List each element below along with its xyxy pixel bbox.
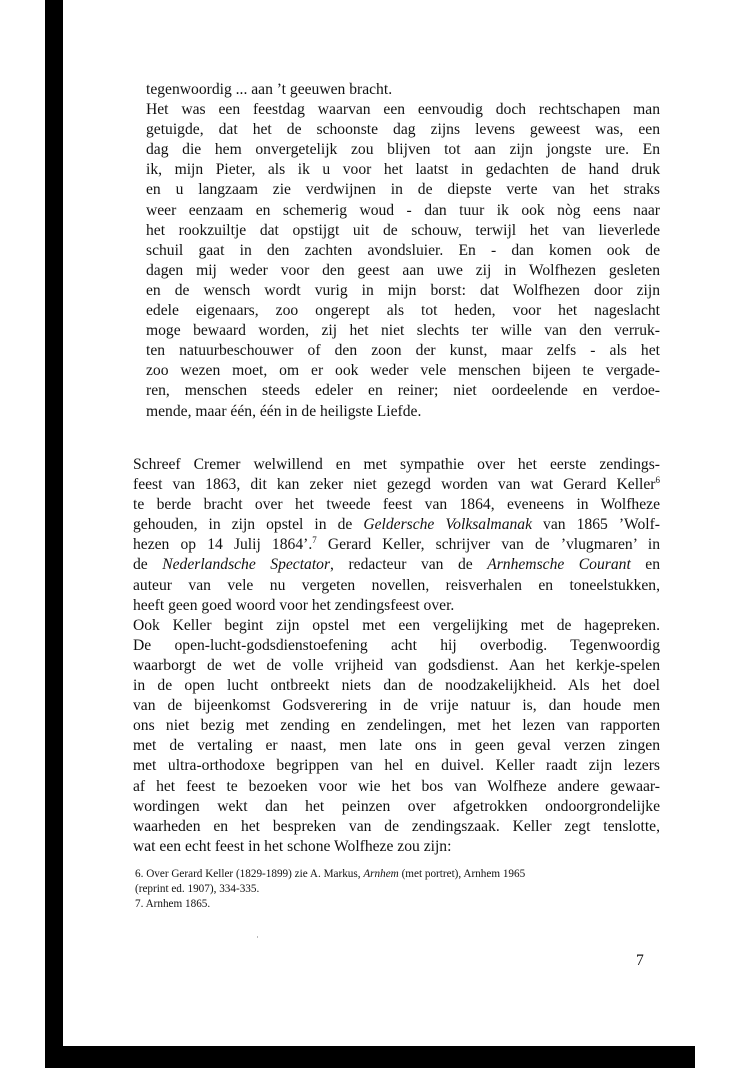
body-line: heeft geen goed woord voor het zendingsfeest over. (133, 596, 455, 614)
body-line-text: de (133, 556, 163, 574)
quote-line: weer eenzaam en schemerig woud - dan tuur ik ook nòg eens naar (146, 201, 660, 219)
quote-line: het rookzuiltje dat opstijgt uit de schouw, terwijl het van lieverlede (146, 221, 660, 239)
footnote-ref: 6 (655, 475, 660, 486)
scan-border-left (45, 0, 63, 1068)
body-line: waarheden en het bespreken van de zendingszaak. Keller zegt tenslotte, (133, 817, 660, 835)
quote-line: edele eigenaars, zoo ongerept als tot heden, voor het nageslacht (146, 302, 660, 320)
body-line: waarborgt de wet de volle vrijheid van godsdienst. Aan het kerkje-spelen (133, 656, 660, 674)
quote-line: tegenwoordig ... aan ’t geeuwen bracht. (146, 81, 393, 98)
scan-border-bottom (45, 1046, 695, 1068)
footnote-title: Arnhem (363, 868, 399, 880)
body-line (133, 475, 660, 495)
body-line-text: feest van 1863, dit kan zeker niet gezegd worden van wat Gerard Keller (133, 476, 656, 494)
footnote-6-continued: (reprint ed. 1907), 334-335. (135, 883, 260, 895)
quote-line: zoo wezen moet, om er ook weder vele menschen bijeen te vergade- (146, 362, 660, 380)
body-line-text: hezen op 14 Julij 1864’. (133, 536, 313, 554)
body-line: auteur van vele nu vergeten novellen, reisverhalen en toneelstukken, (133, 576, 660, 594)
body-line: van de bijeenkomst Godsverering in de vrije natuur is, dan houde men (133, 697, 660, 715)
footnote-text: 6. Over Gerard Keller (1829-1899) zie A. Markus, (135, 868, 364, 880)
body-line: wat een echt feest in het schone Wolfheze zou zijn: (133, 837, 452, 855)
quote-line: en de wensch wordt vurig in mijn borst: dat Wolfhezen door zijn (146, 281, 660, 299)
body-line (133, 535, 660, 555)
body-line: De open-lucht-godsdienstoefening acht hij overbodig. Tegenwoordig (133, 636, 660, 654)
scan-speck (257, 936, 258, 938)
quote-line: ren, menschen steeds edeler en reiner; niet oordeelende en verdoe- (146, 382, 660, 400)
body-line: Ook Keller begint zijn opstel met een vergelijking met de hagepreken. (133, 616, 660, 634)
quote-line: dagen mij weder voor den geest aan uwe zij in Wolfhezen gesleten (146, 261, 660, 279)
block-quote (146, 80, 660, 422)
body-line: ons niet bezig met zending en zendelingen, met het lezen van rapporten (133, 717, 660, 735)
quote-line: dag die hem onvergetelijk zou blijven tot aan zijn jongste ure. En (146, 141, 660, 159)
body-line (133, 515, 660, 535)
quote-line: moge bewaard worden, zij het niet slechts ter wille van den verruk- (146, 322, 660, 340)
footnote-ref: 7 (312, 535, 317, 546)
body-line-text: gehouden, in zijn opstel in de (133, 516, 364, 534)
quote-line: getuigde, dat het de schoonste dag zijns levens geweest was, een (146, 121, 660, 139)
quote-line: Het was een feestdag waarvan een eenvoudig doch rechtschapen man (146, 101, 660, 119)
body-line: Schreef Cremer welwillend en met sympathie over het eerste zendings- (133, 456, 660, 473)
publication-title: Arnhemsche Courant (487, 556, 631, 574)
quote-line: ten natuurbeschouwer of den zoon der kunst, maar zelfs - als het (146, 342, 660, 360)
body-line: wordingen wekt dan het peinzen over afgetrokken ondoorgrondelijke (133, 797, 660, 815)
quote-line: en u langzaam zie verdwijnen in de diepste verte van het straks (146, 181, 660, 199)
footnote-7: 7. Arnhem 1865. (135, 898, 211, 910)
body-line-text: en (630, 556, 661, 574)
publication-title: Nederlandsche Spectator (162, 556, 331, 574)
body-line: in de open lucht ontbreekt niets dan de noodzakelijkheid. Als het doel (133, 677, 660, 695)
footnotes (135, 867, 660, 912)
page-number: 7 (636, 952, 644, 969)
body-line: te berde bracht over het tweede feest van 1864, eveneens in Wolfheze (133, 496, 660, 514)
footnote-6 (135, 867, 660, 882)
body-line-text: van 1865 ’Wolf- (532, 516, 660, 534)
body-text (133, 455, 660, 857)
quote-line: schuil gaat in den zachten avondsluier. En - dan komen ook de (146, 241, 660, 259)
body-line: met ultra-orthodoxe begrippen van hel en duivel. Keller raadt zijn lezers (133, 757, 660, 775)
publication-title: Geldersche Volksalmanak (363, 516, 533, 534)
footnote-text: (met portret), Arnhem 1965 (398, 868, 526, 880)
quote-line: ik, mijn Pieter, als ik u voor het laatst in gedachten de hand druk (146, 161, 660, 179)
body-line: af het feest te bezoeken voor wie het bos van Wolfheze andere gewaar- (133, 777, 660, 795)
body-line (133, 555, 660, 575)
body-line-text: , redacteur van de (330, 556, 488, 574)
quote-line: mende, maar één, één in de heiligste Liefde. (146, 402, 422, 420)
body-line-text: Gerard Keller, schrijver van de ’vlugmaren’ in (316, 536, 660, 554)
body-line: met de vertaling er naast, men late ons in geen geval verzen zingen (133, 737, 660, 755)
